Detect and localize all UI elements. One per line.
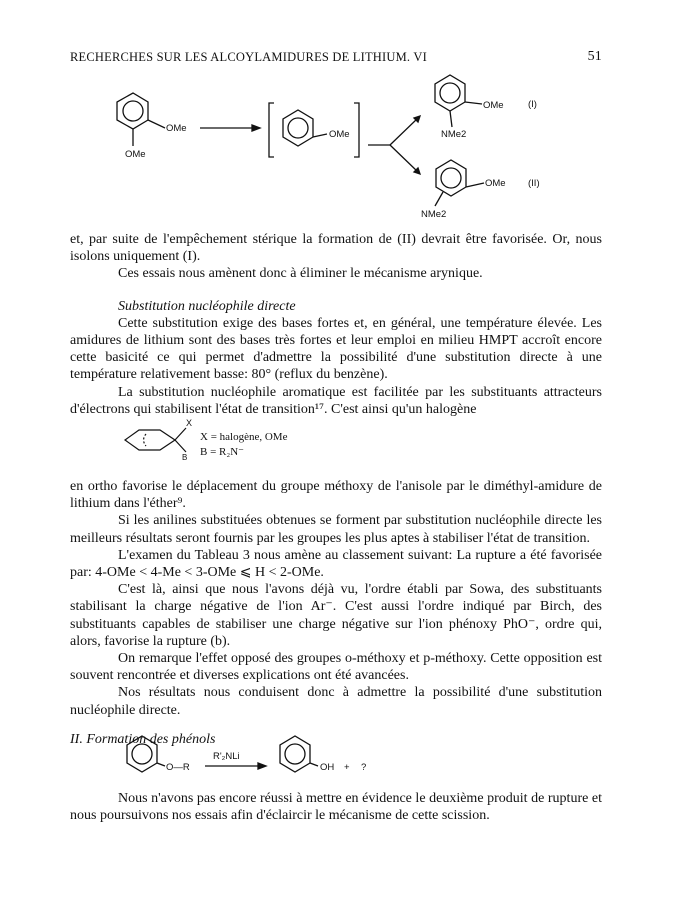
b-label: B — [182, 453, 188, 462]
paragraph: L'examen du Tableau 3 nous amène au classement suivant: La rupture a été favorisée par: 4-OMe < 4-Me < 3-OMe ⩽ H < 2-OMe. — [70, 547, 602, 581]
paragraph: Si les anilines substituées obtenues se forment par substitution nucléophile directe les meilleurs résultats seront fournis par les groupes les plus aptes à stabiliser l'état de transition. — [70, 513, 602, 546]
paragraph: Ces essais nous amènent donc à éliminer le mécanisme arynique. — [118, 266, 483, 282]
left-bracket — [269, 103, 274, 157]
paragraph: en ortho favorise le déplacement du groupe méthoxy de l'anisole par le diméthyl-amidure de lithium dans l'éther⁹. — [70, 479, 602, 512]
branch-arrow-up — [390, 118, 418, 145]
running-title: RECHERCHES SUR LES ALCOYLAMIDURES DE LITHIUM. VI — [70, 50, 427, 64]
reagent-label: R'₂NLi — [213, 751, 240, 762]
aromatic-circle — [288, 118, 308, 138]
plus-sign: + — [344, 762, 350, 773]
paragraph: On remarque l'effet opposé des groupes o-méthoxy et p-méthoxy. Cette opposition est souvent rencontrée et diverses explications ont été avancées. — [70, 651, 602, 684]
nme2-label: NMe2 — [421, 209, 447, 220]
o-r-label: O—R — [166, 762, 190, 773]
x-label: X — [186, 418, 193, 428]
compound-label-I: (I) — [528, 99, 537, 110]
paragraph: C'est là, ainsi que nous l'avons déjà vu, l'ordre établi par Sowa, des substituants stabilisant la charge négative de l'ion Ar⁻. C'est aussi l'ordre indiqué par Birch, des substituants capables de stabiliser une charge négative sur l'ion phénoxy PhO⁻, ordre qui, alors, favorise la rupture (b). — [70, 582, 602, 649]
ome-label: OMe — [329, 129, 350, 140]
paragraph: Nous n'avons pas encore réussi à mettre en évidence le deuxième produit de rupture et nous poursuivons nos essais afin d'éclaircir le mécanisme de cette scission. — [70, 791, 602, 824]
b-definition: B = R₂N⁻ — [200, 446, 244, 458]
nme2-label: NMe2 — [441, 129, 467, 140]
paragraph: La substitution nucléophile aromatique est facilitée par les substituants attracteurs d'électrons qui stabilisent l'état de transition¹⁷. C'est ainsi qu'un halogène — [70, 384, 602, 417]
ome-label: OMe — [166, 123, 187, 134]
reaction-scheme-aryne — [0, 0, 680, 240]
body-block-2 — [70, 478, 602, 748]
transition-state-scheme — [0, 410, 680, 480]
section-heading: II. Formation des phénols — [70, 731, 216, 747]
oh-label: OH — [320, 762, 335, 773]
aromatic-circle — [441, 168, 461, 188]
paragraph: Nos résultats nous conduisent donc à admettre la possibilité d'une substitution nucléophile directe. — [70, 685, 602, 718]
branch-arrow-down — [390, 145, 418, 172]
aromatic-circle — [440, 83, 460, 103]
body-block-3 — [70, 790, 602, 824]
body-block-1 — [70, 231, 602, 418]
x-definition: X = halogène, OMe — [200, 431, 288, 443]
ome-label: OMe — [483, 100, 504, 111]
paragraph: Cette substitution exige des bases fortes et, en général, une température élevée. Les amidures de lithium sont des bases très fortes et leur emploi en milieu HMPT accroît encore cette basicité ce qui permet d'admettre la possibilité d'une substitution directe à une température relativement basse: 80° (reflux du benzène). — [70, 315, 602, 383]
right-bracket — [354, 103, 359, 157]
compound-label-II: (II) — [528, 178, 540, 189]
ome-label: OMe — [485, 178, 506, 189]
paragraph: et, par suite de l'empêchement stérique la formation de (II) devrait être favorisée. Or, nous isolons uniquement (I). — [70, 232, 602, 265]
aromatic-circle — [123, 101, 143, 121]
subheading: Substitution nucléophile directe — [118, 298, 296, 314]
page-number: 51 — [587, 49, 602, 64]
ome-label: OMe — [125, 149, 146, 160]
phenol-formation-scheme — [0, 735, 680, 795]
unknown-product: ? — [361, 762, 367, 773]
